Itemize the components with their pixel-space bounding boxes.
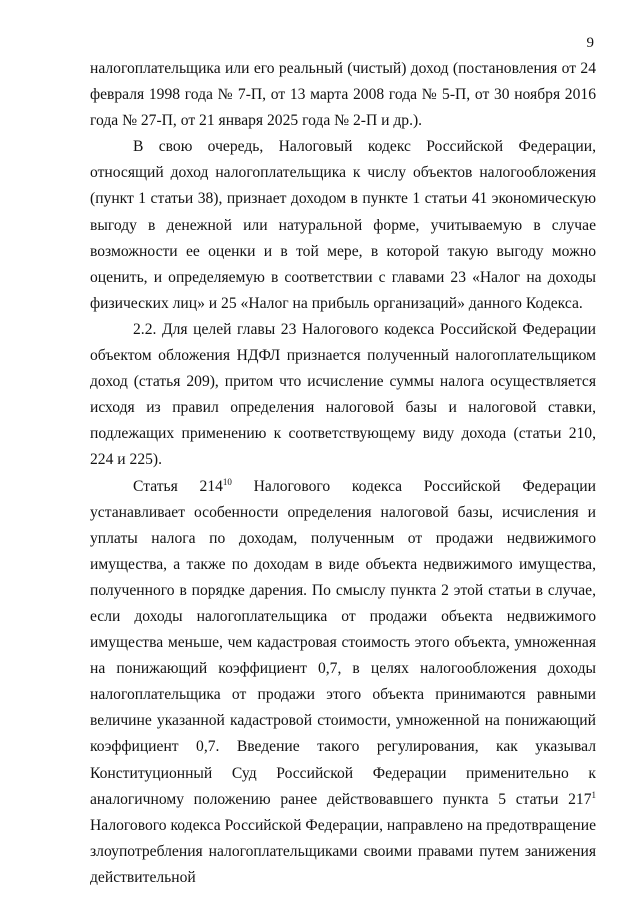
- article-ref-superscript: 10: [222, 476, 232, 487]
- page-number: 9: [586, 35, 594, 51]
- article-ref-superscript-2: 1: [591, 789, 596, 800]
- article-ref-prefix: Статья 214: [133, 477, 223, 495]
- paragraph-article-214-10: [90, 474, 596, 892]
- paragraph-text-end: Налогового кодекса Российской Федерации, направлено на предотвращение злоупотребления налогоплательщиками своими правами путем занижения действительной: [90, 816, 596, 886]
- paragraph-continuation: налогоплательщика или его реальный (чистый) доход (постановления от 24 февраля 1998 года № 7-П, от 13 марта 2008 года № 5-П, от 30 ноября 2016 года № 27-П, от 21 января 2025 года № 2-П и др.).: [90, 60, 596, 130]
- paragraph-section-2-2: 2.2. Для целей главы 23 Налогового кодекса Российской Федерации объектом обложения НДФЛ признается полученный налогоплательщиком доход (статья 209), притом что исчисление суммы налога осуществляется исходя из правил определения налоговой базы и налоговой ставки, подлежащих применению к соответствующему виду дохода (статьи 210, 224 и 225).: [90, 320, 596, 469]
- paragraph-text: Налогового кодекса Российской Федерации устанавливает особенности определения налоговой базы, исчисления и уплаты налога по доходам, полученным от продажи недвижимого имущества, а также по доходам в виде объекта недвижимого имущества, полученного в порядке дарения. По смыслу пункта 2 этой статьи в случае, если доходы налогоплательщика от продажи объекта недвижимого имущества меньше, чем кадастровая стоимость этого объекта, умноженная на понижающий коэффициент 0,7, в целях налогообложения доходы налогоплательщика от продажи этого объекта принимаются равными величине указанной кадастровой стоимости, умноженной на понижающий коэффициент 0,7. Введение такого регулирования, как указывал Конституционный Суд Российской Федерации применительно к аналогичному положению ранее действовавшего пункта 5 статьи 217: [90, 477, 597, 808]
- paragraph-tax-code-income: В свою очередь, Налоговый кодекс Российской Федерации, относящий доход налогоплательщика к числу объектов налогообложения (пункт 1 статьи 38), признает доходом в пункте 1 статьи 41 экономическую выгоду в денежной или натуральной форме, учитываемую в случае возможности ее оценки и в той мере, в которой такую выгоду можно оценить, и определяемую в соответствии с главами 23 «Налог на доходы физических лиц» и 25 «Налог на прибыль организаций» данного Кодекса.: [90, 138, 596, 312]
- document-body: [90, 56, 596, 891]
